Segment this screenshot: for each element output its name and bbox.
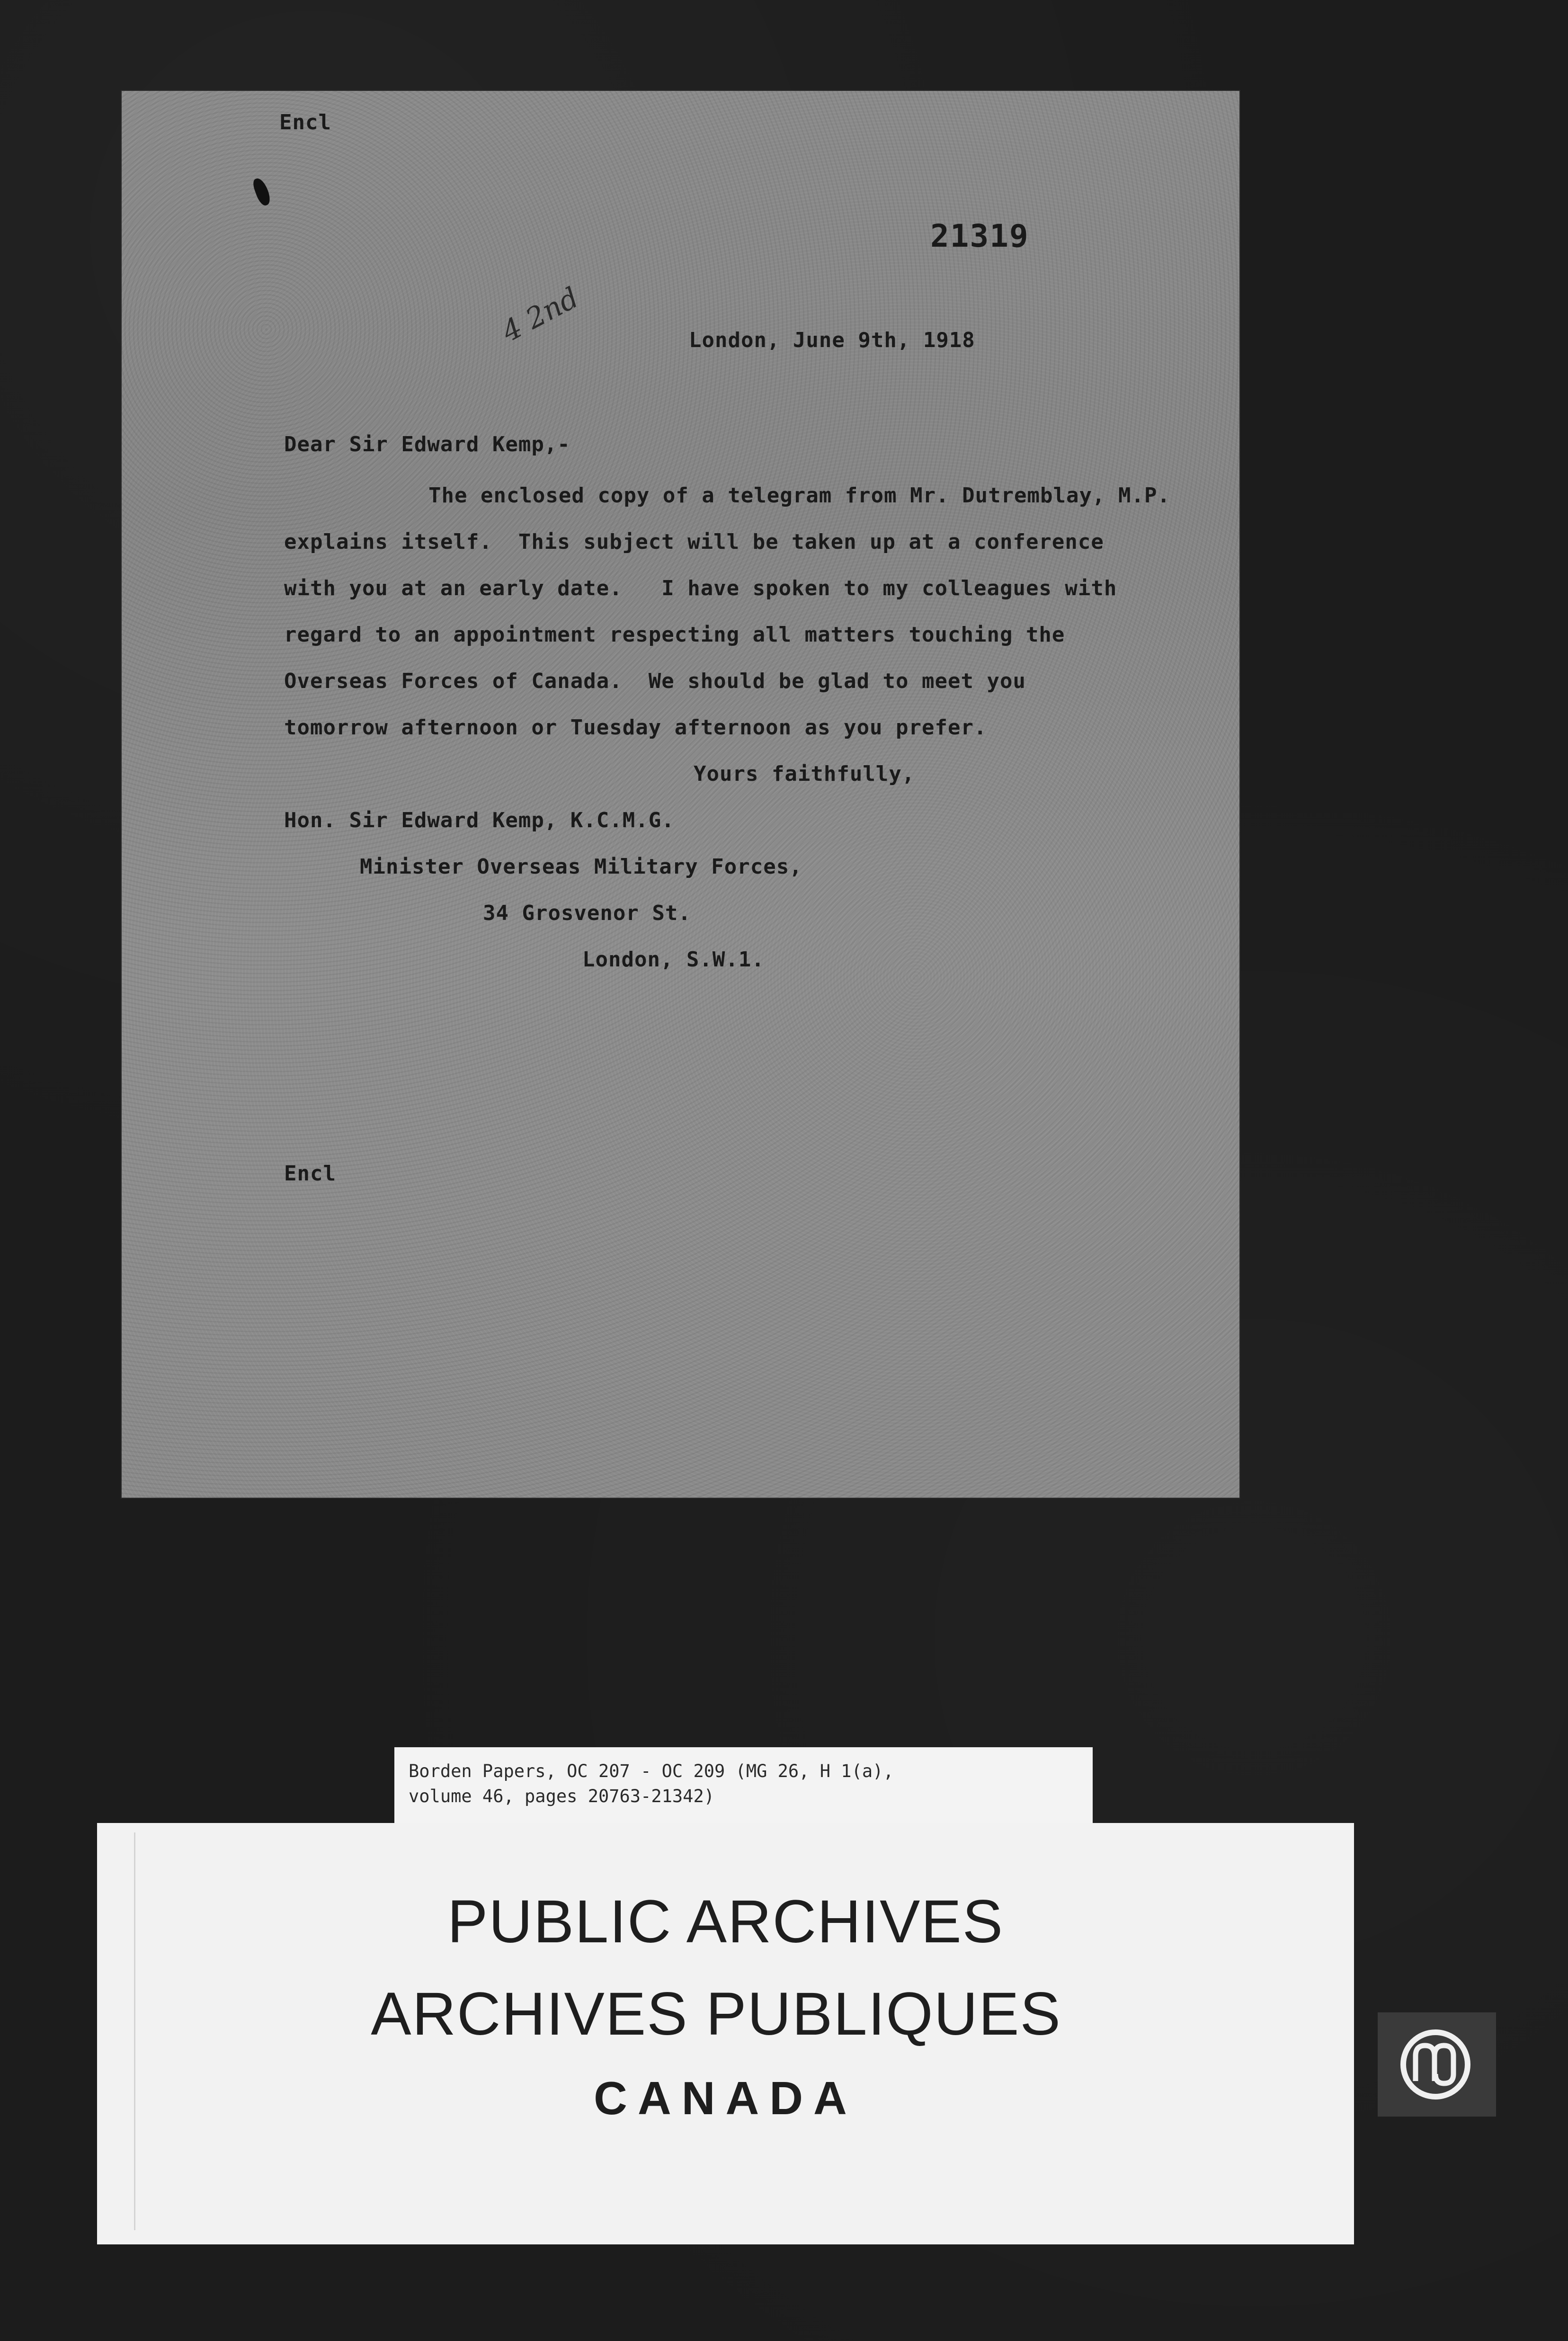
body-line: with you at an early date. I have spoken to my colleagues with [284, 576, 1117, 600]
address-line: Minister Overseas Military Forces, [360, 855, 802, 879]
archive-country: CANADA [594, 2072, 857, 2124]
reference-line: Borden Papers, OC 207 - OC 209 (MG 26, H 1(a), [409, 1761, 894, 1781]
body-line: The enclosed copy of a telegram from Mr. Dutremblay, M.P. [428, 483, 1170, 508]
archive-title-french: ARCHIVES PUBLIQUES [371, 1980, 1061, 2048]
letter-sheet [121, 90, 1240, 1499]
archives-logo-glyph [1397, 2027, 1477, 2102]
address-line: Hon. Sir Edward Kemp, K.C.M.G. [284, 808, 675, 832]
body-line: explains itself. This subject will be taken up at a conference [284, 530, 1104, 554]
body-line: Overseas Forces of Canada. We should be glad to meet you [284, 669, 1026, 693]
reference-line: volume 46, pages 20763-21342) [409, 1786, 715, 1806]
closing: Yours faithfully, [694, 762, 915, 786]
enclosure-note: Encl [284, 1162, 336, 1186]
date-line: London, June 9th, 1918 [689, 328, 975, 352]
body-line: tomorrow afternoon or Tuesday afternoon as you prefer. [284, 715, 987, 740]
body-line: regard to an appointment respecting all matters touching the [284, 623, 1065, 647]
top-encl-note: Encl [279, 110, 331, 134]
salutation: Dear Sir Edward Kemp,- [284, 432, 570, 456]
document-number: 21319 [930, 218, 1029, 254]
address-line: London, S.W.1. [582, 947, 765, 972]
archive-title-english: PUBLIC ARCHIVES [447, 1888, 1004, 1956]
archives-logo-icon [1378, 2012, 1496, 2117]
archive-card [97, 1823, 1354, 2244]
reference-label [394, 1747, 1093, 1823]
handwritten-note: 4 2nd [496, 281, 584, 349]
address-line: 34 Grosvenor St. [483, 901, 691, 925]
ink-mark [251, 176, 273, 207]
